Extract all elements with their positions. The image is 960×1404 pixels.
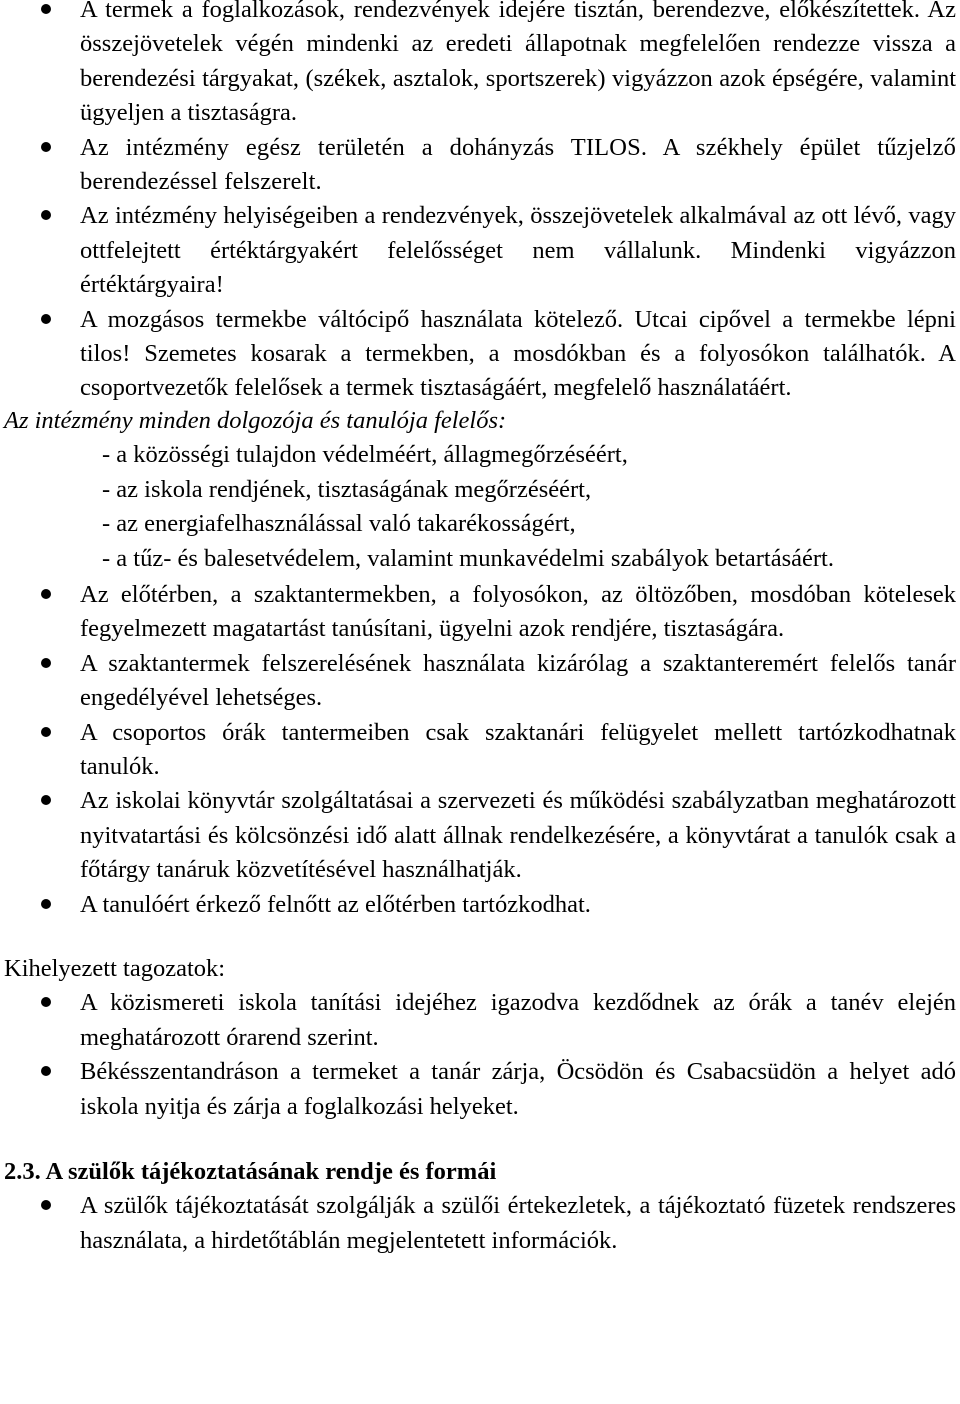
list-item: A termek a foglalkozások, rendezvények idejére tisztán, berendezve, előkészítettek. Az összejövetelek végén mindenki az eredeti állapotnak megfelelően rendezze vissza a berendezési tárgyakat, (székek, asztalok, sportszerek) vigyázzon azok épségére, valamint ügyeljen a tisztaságra. [0,0,960,131]
list-item: A mozgásos termekbe váltócipő használata kötelező. Utcai cipővel a termekbe lépni tilos! Szemetes kosarak a termekben, a mosdókban és a folyosókon találhatók. A csoportvezetők felelősek a termek tisztaságáért, megfelelő használatáért. [0,303,960,406]
rules-list-2 [0,578,960,922]
list-item: Az iskolai könyvtár szolgáltatásai a szervezeti és működési szabályzatban meghatározott nyitvatartási és kölcsönzési idő alatt állnak rendelkezésére, a könyvtárat a tanulók csak a főtárgy tanáruk közvetítésével használhatják. [0,784,960,887]
list-item: Az előtérben, a szaktantermekben, a folyosókon, az öltözőben, mosdóban kötelesek fegyelmezett magatartást tanúsítani, ügyelni azok rendjére, tisztaságára. [0,578,960,647]
responsibility-list [0,438,960,576]
section-title: 2.3. A szülők tájékoztatásának rendje és formái [4,1158,497,1185]
list-item: Békésszentandráson a termeket a tanár zárja, Öcsödön és Csabacsüdön a helyet adó iskola nyitja és zárja a foglalkozási helyeket. [0,1055,960,1124]
list-item: - a tűz- és balesetvédelem, valamint munkavédelmi szabályok betartásáért. [102,544,834,572]
list-item: - a közösségi tulajdon védelméért, állagmegőrzéséért, [102,441,628,469]
list-item: - az iskola rendjének, tisztaságának megőrzéséért, [102,475,592,503]
list-item: Az intézmény egész területén a dohányzás TILOS. A székhely épület tűzjelző berendezéssel felszerelt. [0,131,960,200]
list-item: A szaktantermek felszerelésének használata kizárólag a szaktanteremért felelős tanár engedélyével lehetséges. [0,647,960,716]
list-item: A szülők tájékoztatását szolgálják a szülői értekezletek, a tájékoztató füzetek rendszeres használata, a hirdetőtáblán megjelentetett információk. [0,1189,960,1258]
branches-label: Kihelyezett tagozatok: [4,954,226,982]
list-item: Az intézmény helyiségeiben a rendezvények, összejövetelek alkalmával az ott lévő, vagy ottfelejtett értéktárgyakért felelősséget nem vállalunk. Mindenki vigyázzon értéktárgyaira! [0,199,960,302]
responsibility-heading: Az intézmény minden dolgozója és tanulója felelős: [4,406,507,434]
branches-list [0,986,960,1124]
list-item: A tanulóért érkező felnőtt az előtérben tartózkodhat. [0,888,960,922]
list-item: - az energiafelhasználással való takarékosságért, [102,510,576,538]
list-item: A csoportos órák tantermeiben csak szaktanári felügyelet mellett tartózkodhatnak tanulók. [0,716,960,785]
section-list [0,1189,960,1258]
list-item: A közismereti iskola tanítási idejéhez igazodva kezdődnek az órák a tanév elején meghatározott órarend szerint. [0,986,960,1055]
rules-list-1 [0,0,960,406]
